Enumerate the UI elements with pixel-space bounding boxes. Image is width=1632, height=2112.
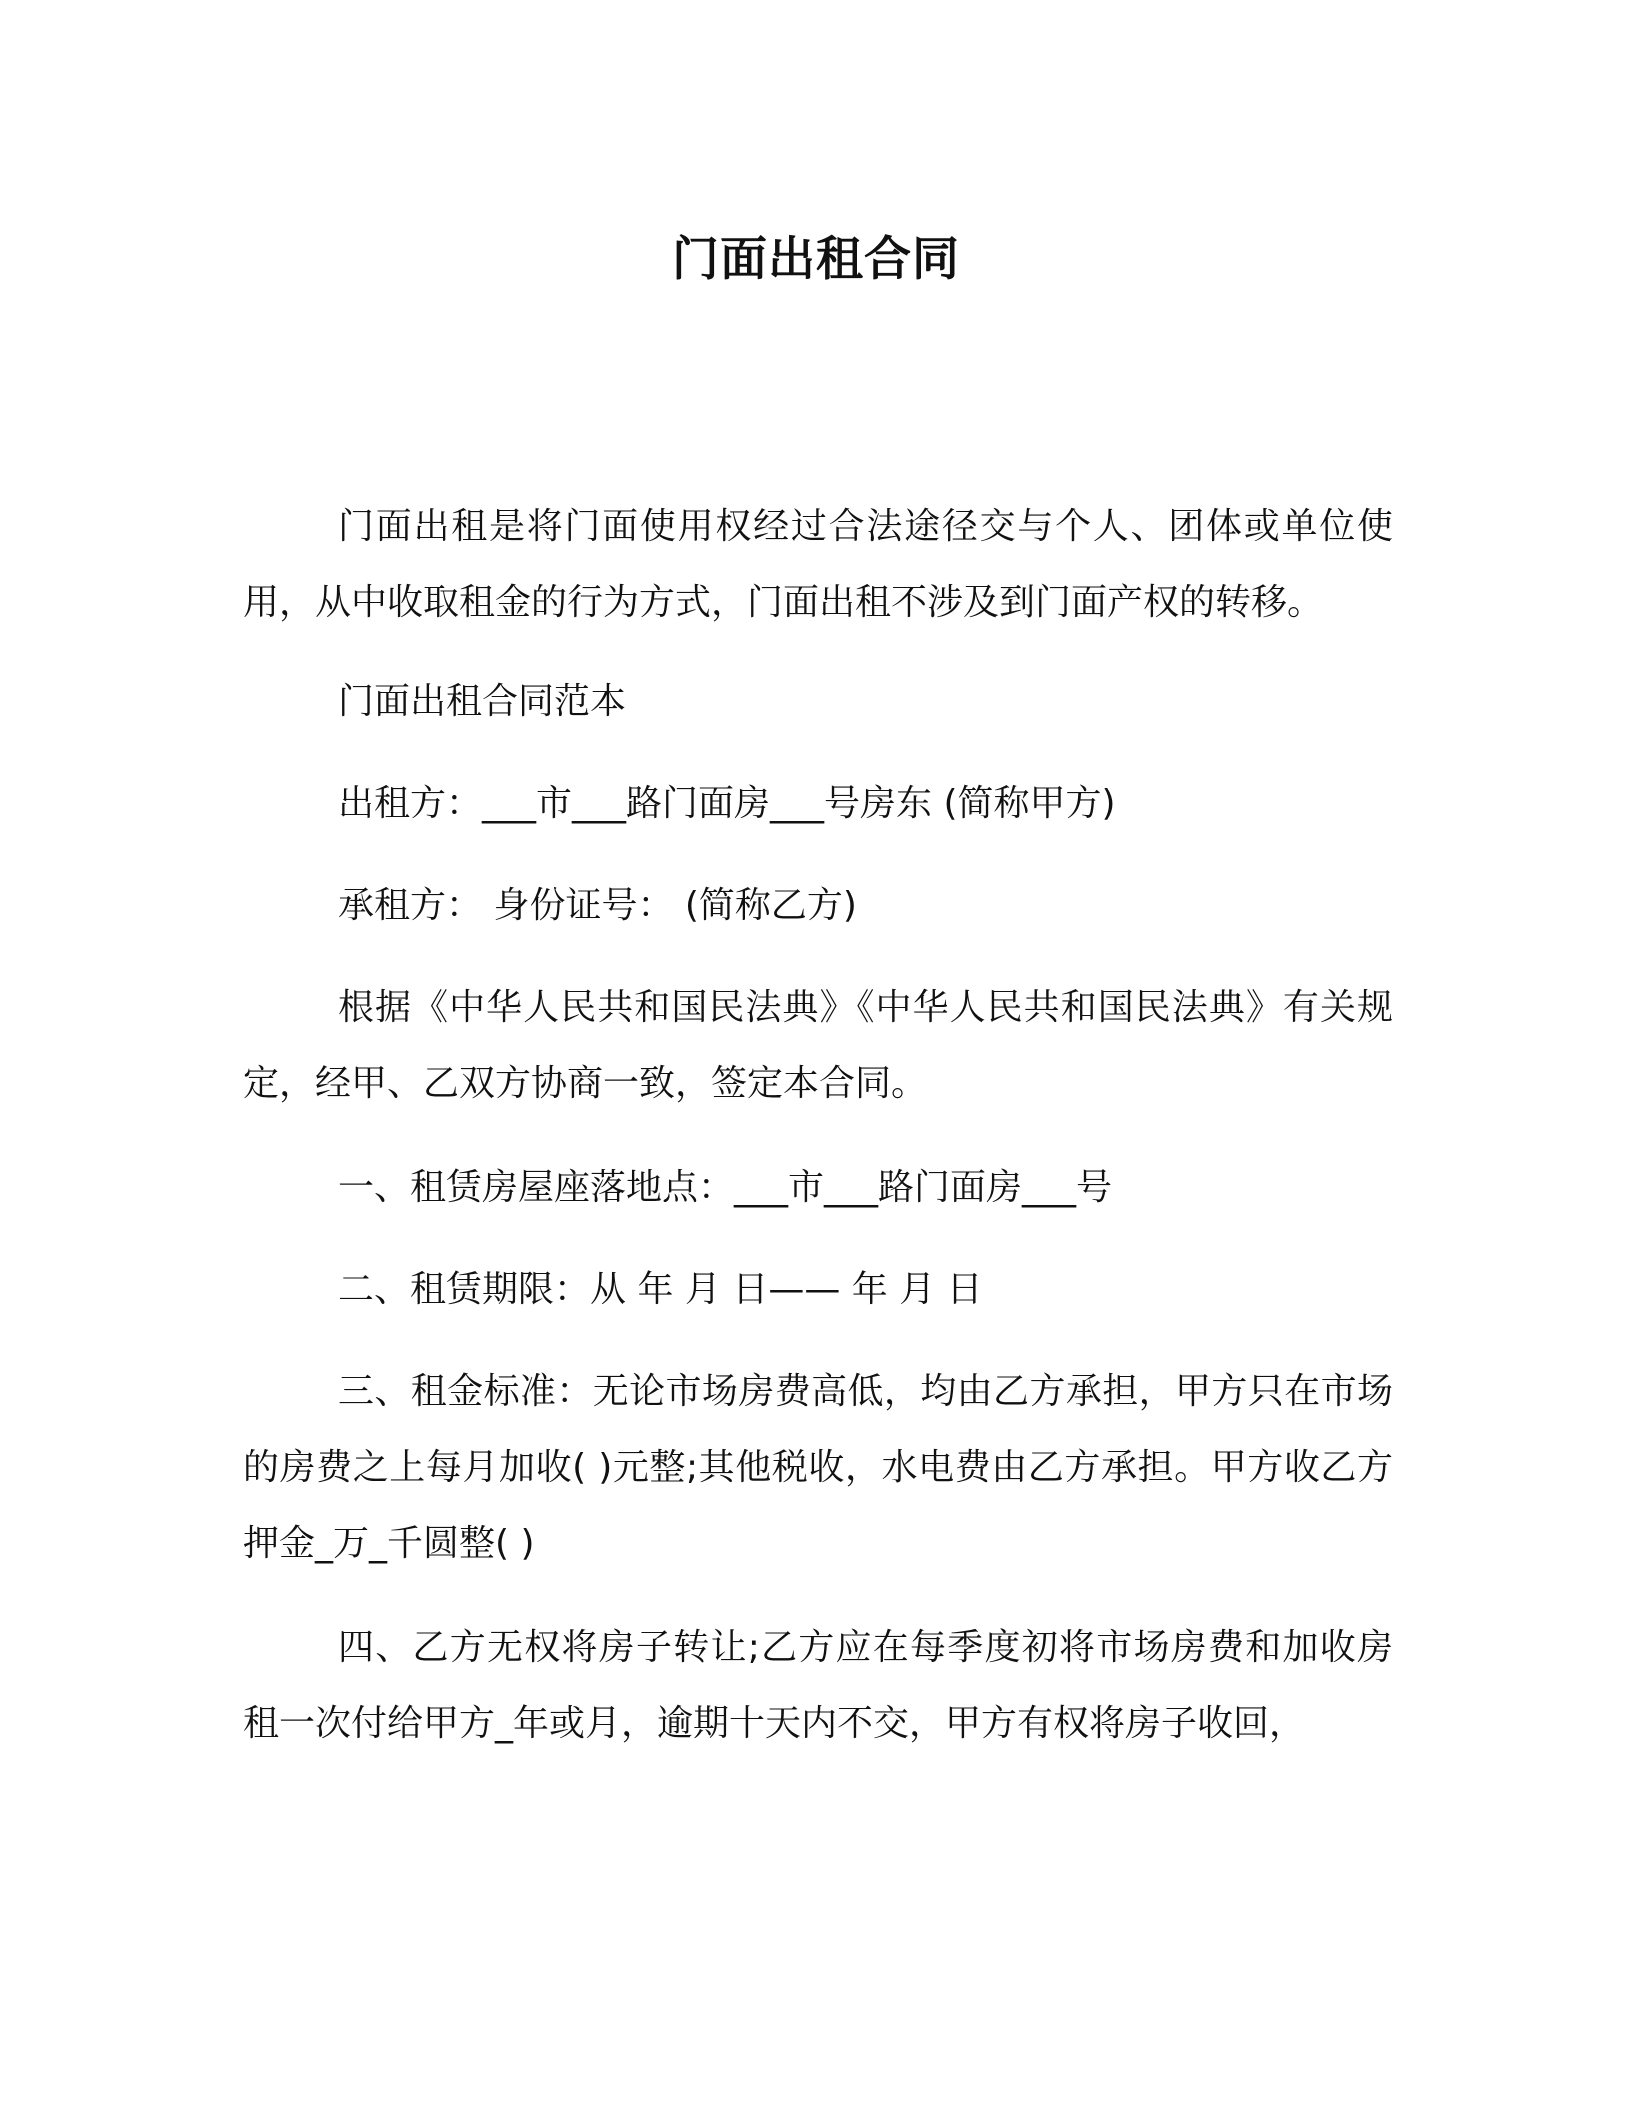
paragraph-template-heading: 门面出租合同范本 [338,681,627,722]
document-body-clause-1 [243,1150,1393,1226]
document-title: 门面出租合同 [672,232,960,287]
document-body-clause-2 [243,1252,1393,1328]
document-body-basis [243,970,1393,1122]
document-body-clause-4 [243,1610,1393,1762]
document-body-lessee [243,868,1393,944]
paragraph-intro: 门面出租是将门面使用权经过合法途径交与个人、团体或单位使用，从中收取租金的行为方式，门面出租不涉及到门面产权的转移。 [243,506,1393,623]
paragraph-lessee: 承租方： 身份证号： (简称乙方) [338,885,857,926]
paragraph-lessor: 出租方：___市___路门面房___号房东 (简称甲方) [338,783,1116,824]
paragraph-clause-transfer: 四、乙方无权将房子转让;乙方应在每季度初将市场房费和加收房租一次付给甲方_年或月，逾期十天内不交，甲方有权将房子收回， [243,1627,1393,1744]
document-body [243,489,1393,641]
paragraph-clause-location: 一、租赁房屋座落地点：___市___路门面房___号 [338,1167,1113,1208]
paragraph-legal-basis: 根据《中华人民共和国民法典》《中华人民共和国民法典》有关规定，经甲、乙双方协商一致，签定本合同。 [243,987,1393,1104]
document-body-lessor [243,766,1393,842]
document-body-clause-3 [243,1354,1393,1582]
paragraph-clause-term: 二、租赁期限：从 年 月 日—— 年 月 日 [338,1269,983,1310]
paragraph-clause-rent: 三、租金标准：无论市场房费高低，均由乙方承担，甲方只在市场的房费之上每月加收( )元整;其他税收，水电费由乙方承担。甲方收乙方押金_万_千圆整( ) [243,1371,1393,1564]
document-body-section-heading [243,664,1393,740]
